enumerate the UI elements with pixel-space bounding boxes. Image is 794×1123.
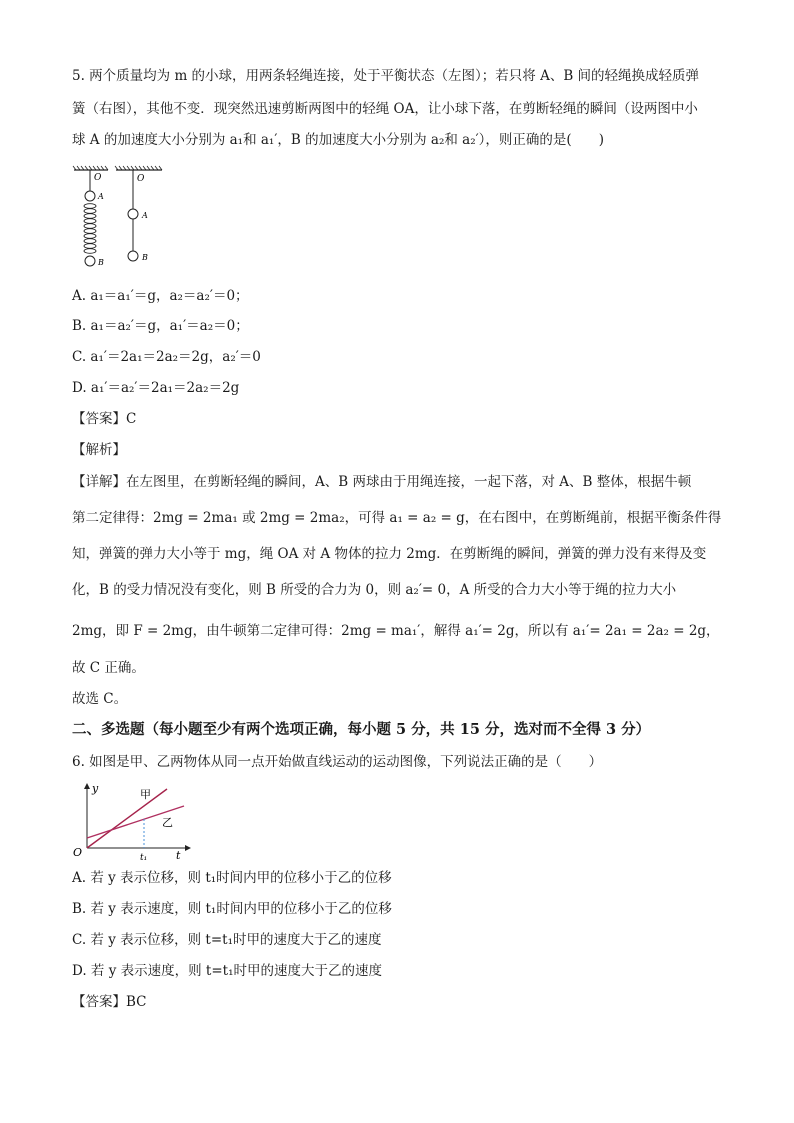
q6-answer: 【答案】BC — [72, 994, 147, 1010]
q5-answer: 【答案】C — [72, 411, 137, 427]
t1-label: t₁ — [140, 853, 148, 863]
q6-option-a: A. 若 y 表示位移，则 t₁时间内甲的位移小于乙的位移 — [72, 870, 392, 886]
right-ball-B — [128, 251, 138, 261]
q6-option-b: B. 若 y 表示速度，则 t₁时间内甲的位移小于乙的位移 — [72, 901, 392, 917]
q5-detail-line-3: 知，弹簧的弹力大小等于 mg，绳 OA 对 A 物体的拉力 2mg．在剪断绳的瞬间，弹簧的弹力没有来得及变 — [72, 546, 707, 562]
left-ball-A — [85, 191, 95, 201]
left-ball-B — [85, 256, 95, 266]
right-ball-A — [128, 209, 138, 219]
q5-detail-line-4: 化，B 的受力情况没有变化，则 B 所受的合力为 0，则 a₂′= 0，A 所受的合力大小等于绳的拉力大小 — [72, 582, 677, 598]
q6-graph — [70, 778, 200, 864]
right-label-A: A — [142, 211, 148, 220]
yi-label: 乙 — [162, 816, 173, 829]
y-axis-label: y — [92, 782, 99, 795]
q5-detail-line-2: 第二定律得：2mg = 2ma₁ 或 2mg = 2ma₂，可得 a₁ = a₂ = g，在右图中，在剪断绳前，根据平衡条件得 — [72, 510, 722, 526]
q6-option-c: C. 若 y 表示位移，则 t=t₁时甲的速度大于乙的速度 — [72, 932, 382, 948]
q5-detail-line-7: 故选 C。 — [72, 691, 128, 707]
q6-option-d: D. 若 y 表示速度，则 t=t₁时甲的速度大于乙的速度 — [72, 963, 382, 979]
right-ceiling — [115, 166, 162, 170]
q5-stem-line-1: 5. 两个质量均为 m 的小球，用两条轻绳连接，处于平衡状态（左图）；若只将 A、B 间的轻绳换成轻质弹 — [72, 68, 700, 84]
q5-detail-line-6: 故 C 正确。 — [72, 660, 145, 676]
origin-label: O — [73, 846, 83, 859]
q5-detail-line-5: 2mg，即 F = 2mg，由牛顿第二定律可得：2mg = ma₁′，解得 a₁′= 2g，所以有 a₁′= 2a₁ = 2a₂ = 2g， — [72, 623, 720, 639]
left-ceiling — [73, 166, 108, 170]
q6-stem: 6. 如图是甲、乙两物体从同一点开始做直线运动的运动图像，下列说法正确的是（ ） — [72, 754, 603, 770]
q5-option-c: C. a₁′＝2a₁＝2a₂＝2g，a₂′＝0 — [72, 349, 261, 365]
jia-line — [87, 789, 167, 848]
right-label-B: B — [142, 253, 148, 262]
q5-option-b: B. a₁＝a₂′＝g，a₁′＝a₂＝0； — [72, 318, 249, 334]
left-label-B: B — [98, 258, 104, 267]
left-label-A: A — [98, 192, 104, 201]
q5-stem-line-3: 球 A 的加速度大小分别为 a₁和 a₁′，B 的加速度大小分别为 a₂和 a₂′），则正确的是( ) — [72, 132, 604, 148]
t-axis-label: t — [176, 849, 181, 862]
q5-option-d: D. a₁′＝a₂′＝2a₁＝2a₂＝2g — [72, 380, 240, 396]
q5-figure — [70, 164, 170, 272]
q5-stem-line-2: 簧（右图），其他不变．现突然迅速剪断两图中的轻绳 OA，让小球下落，在剪断轻绳的瞬间（设两图中小 — [72, 101, 698, 117]
right-label-O: O — [137, 174, 145, 184]
spring-icon — [84, 204, 96, 254]
q5-analysis-title: 【解析】 — [72, 442, 126, 458]
q5-detail-line-1: 【详解】在左图里，在剪断轻绳的瞬间，A、B 两球由于用绳连接，一起下落，对 A、B 整体，根据牛顿 — [72, 474, 692, 490]
q5-option-a: A. a₁＝a₁′＝g，a₂＝a₂′＝0； — [72, 288, 249, 304]
section-2-heading: 二、多选题（每小题至少有两个选项正确，每小题 5 分，共 15 分，选对而不全得 3 分） — [72, 721, 651, 738]
left-label-O: O — [94, 173, 102, 183]
jia-label: 甲 — [140, 788, 151, 801]
